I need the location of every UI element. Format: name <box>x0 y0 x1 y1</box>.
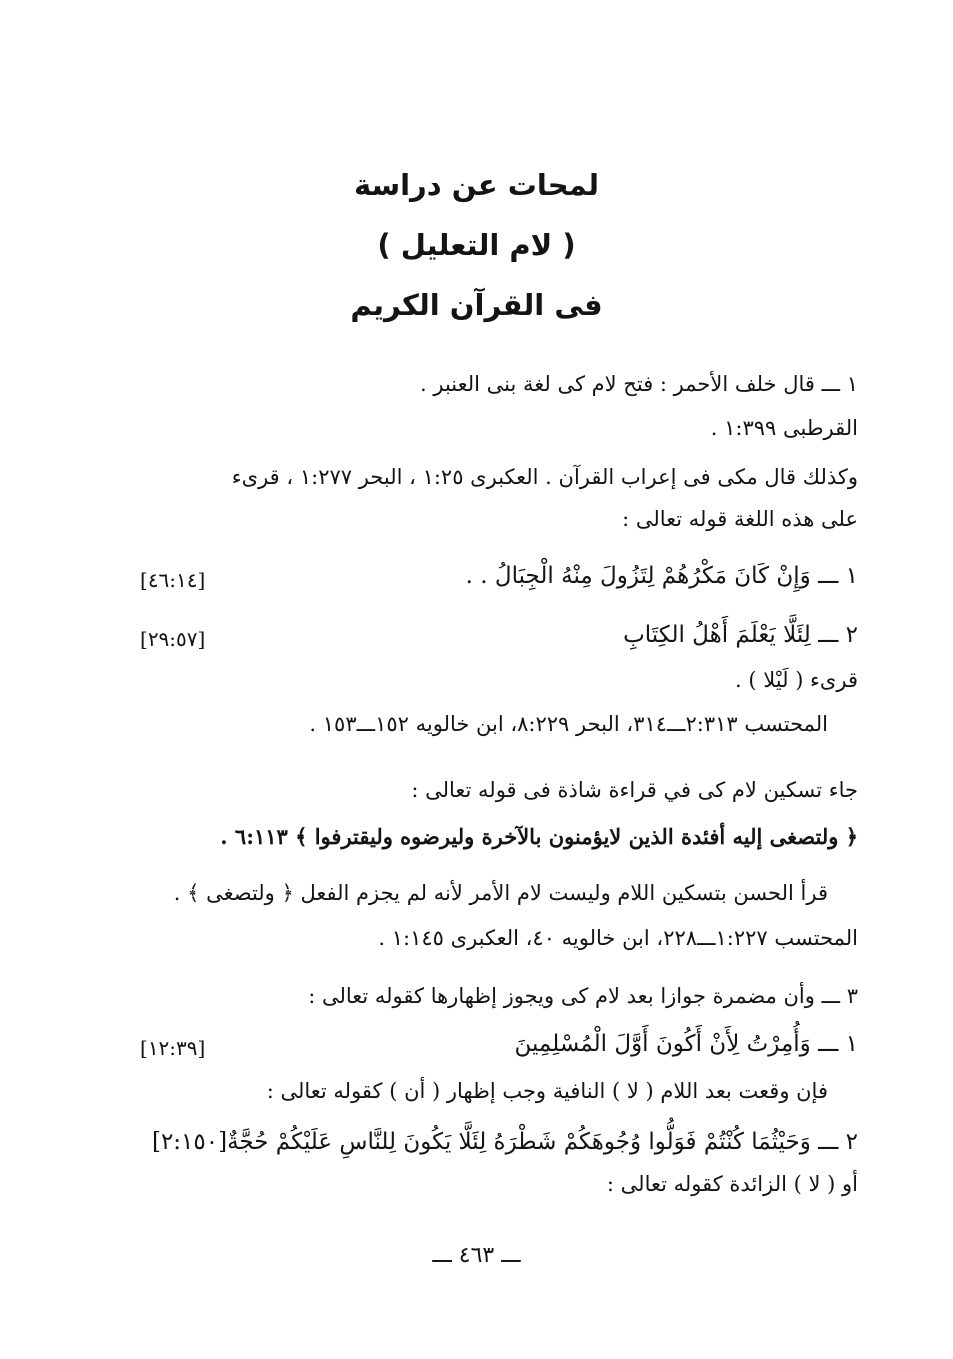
sources-line-2: المحتسب ١:٢٢٧ـــ٢٢٨، ابن خالويه ٤٠، العكبرى ١:١٤٥ . <box>378 926 858 950</box>
paragraph-6-line-1: فإن وقعت بعد اللام ( لا ) النافية وجب إظهار ( أن ) كقوله تعالى : <box>266 1079 828 1103</box>
sources-line-1: المحتسب ٢:٣١٣ـــ٣١٤، البحر ٨:٢٢٩، ابن خالويه ١٥٢ـــ١٥٣ . <box>309 712 828 736</box>
verse-2: ٢ ـــ لِئَلَّا يَعْلَمَ أَهْلُ الكِتَابِ <box>623 622 858 648</box>
paragraph-1-line-2: القرطبى ١:٣٩٩ . <box>710 416 858 440</box>
title-line-2: ( لام التعليل ) <box>377 228 576 262</box>
page-number: ـــ ٤٦٣ ـــ <box>432 1243 521 1268</box>
verse-4: ٢ ـــ وَحَيْثُمَا كُنْتُمْ فَوَلُّوا وُجُوهَكُمْ شَطْرَهُ لِئَلَّا يَكُونَ لِلنَّاسِ عَلَيْكُمْ حُجَّةٌ[٢:١٥٠] <box>151 1129 858 1155</box>
paragraph-2-line-1: وكذلك قال مكى فى إعراب القرآن . العكبرى ١:٢٥ ، البحر ١:٢٧٧ ، قرىء <box>231 465 858 489</box>
paragraph-2-line-2: على هذه اللغة قوله تعالى : <box>622 507 858 531</box>
verse-3-reference: [١٢:٣٩] <box>140 1036 206 1060</box>
title-line-3: فى القرآن الكريم <box>350 288 603 322</box>
verse-1: ١ ـــ وَإِنْ كَانَ مَكْرُهُمْ لِتَزُولَ مِنْهُ الْجِبَالُ . . <box>465 563 858 589</box>
paragraph-4-line-1: قرأ الحسن بتسكين اللام وليست لام الأمر لأنه لم يجزم الفعل ﴿ ولتصغى ﴾ . <box>173 881 828 905</box>
paragraph-5-line-1: ٣ ـــ وأن مضمرة جوازا بعد لام كى ويجوز إظهارها كقوله تعالى : <box>308 984 858 1008</box>
reading-note: قرىء ( لَيْلا ) . <box>735 668 858 692</box>
title-line-1: لمحات عن دراسة <box>354 168 599 202</box>
paragraph-7-line-1: أو ( لا ) الزائدة كقوله تعالى : <box>606 1172 858 1196</box>
verse-1-reference: [٤٦:١٤] <box>140 568 206 592</box>
paragraph-3-line-1: جاء تسكين لام كى في قراءة شاذة فى قوله تعالى : <box>411 778 858 802</box>
paragraph-1-line-1: ١ ـــ قال خلف الأحمر : فتح لام كى لغة بنى العنبر . <box>420 372 858 396</box>
verse-2-reference: [٢٩:٥٧] <box>140 627 206 651</box>
verse-3: ١ ـــ وَأُمِرْتُ لِأَنْ أَكُونَ أَوَّلَ الْمُسْلِمِينَ <box>514 1031 858 1057</box>
quran-quote-1: ﴿ ولتصغى إليه أفئدة الذين لايؤمنون بالآخرة وليرضوه وليقترفوا ﴾ ٦:١١٣ . <box>220 824 858 849</box>
